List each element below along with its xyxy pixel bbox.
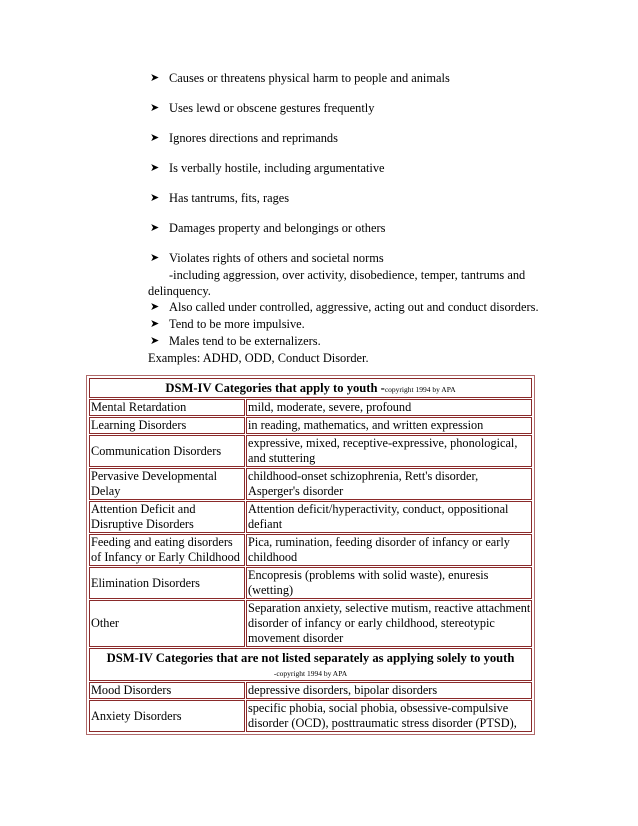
- description-cell: in reading, mathematics, and written expression: [246, 417, 532, 434]
- category-cell: Communication Disorders: [89, 435, 245, 467]
- arrow-bullet-icon: ➤: [150, 252, 160, 264]
- arrow-bullet-icon: ➤: [150, 335, 160, 347]
- category-cell: Learning Disorders: [89, 417, 245, 434]
- table-row: [89, 682, 532, 699]
- bullet-text: Tend to be more impulsive.: [169, 317, 305, 331]
- bullet-text: Has tantrums, fits, rages: [169, 191, 290, 205]
- category-cell: Other: [89, 600, 245, 647]
- copyright-note: -copyright 1994 by APA: [273, 669, 348, 678]
- dsm-categories-table: [88, 377, 533, 733]
- bullet-text: Violates rights of others and societal norms: [169, 251, 384, 265]
- table-row: [89, 468, 532, 500]
- bullet-text: Also called under controlled, aggressive, acting out and conduct disorders.: [169, 300, 539, 314]
- bullet-item: [150, 333, 630, 349]
- bullet-item: [150, 190, 630, 206]
- examples-line: Examples: ADHD, ODD, Conduct Disorder.: [148, 351, 369, 365]
- bullet-item: [150, 316, 630, 332]
- arrow-bullet-icon: ➤: [150, 102, 160, 114]
- description-cell: expressive, mixed, receptive-expressive, phonological, and stuttering: [246, 435, 532, 467]
- arrow-bullet-icon: ➤: [150, 132, 160, 144]
- bullet-item: [150, 220, 630, 236]
- description-cell: Attention deficit/hyperactivity, conduct, oppositional defiant: [246, 501, 532, 533]
- arrow-bullet-icon: ➤: [150, 192, 160, 204]
- table-header-row: [89, 648, 532, 681]
- description-cell: Encopresis (problems with solid waste), enuresis (wetting): [246, 567, 532, 599]
- category-cell: Feeding and eating disorders of Infancy or Early Childhood: [89, 534, 245, 566]
- table-row: [89, 417, 532, 434]
- arrow-bullet-icon: ➤: [150, 318, 160, 330]
- description-cell: childhood-onset schizophrenia, Rett's disorder, Asperger's disorder: [246, 468, 532, 500]
- header-title: DSM-IV Categories that apply to youth -: [165, 381, 385, 395]
- description-cell: specific phobia, social phobia, obsessive-compulsive disorder (OCD), posttraumatic stress disorder (PTSD),: [246, 700, 532, 732]
- description-cell: Pica, rumination, feeding disorder of infancy or early childhood: [246, 534, 532, 566]
- description-cell: mild, moderate, severe, profound: [246, 399, 532, 416]
- category-cell: Elimination Disorders: [89, 567, 245, 599]
- table-row: [89, 700, 532, 732]
- table-row: [89, 600, 532, 647]
- description-cell: Separation anxiety, selective mutism, reactive attachment disorder of infancy or early childhood, stereotypic movement disorder: [248, 601, 531, 645]
- description-cell: depressive disorders, bipolar disorders: [246, 682, 532, 699]
- bullet-text: Causes or threatens physical harm to people and animals: [169, 71, 450, 85]
- bullet-item-violates: [150, 250, 630, 266]
- table-row: [89, 534, 532, 566]
- header-title: DSM-IV Categories that are not listed separately as applying solely to youth: [106, 651, 515, 665]
- bullet-item: [150, 100, 630, 116]
- table-row: [89, 399, 532, 416]
- category-cell: Mental Retardation: [89, 399, 245, 416]
- arrow-bullet-icon: ➤: [150, 162, 160, 174]
- table-header-not-listed-separately: [89, 648, 532, 681]
- copyright-note: copyright 1994 by APA: [384, 385, 456, 394]
- table-row: [89, 567, 532, 599]
- category-cell: Anxiety Disorders: [89, 700, 245, 732]
- category-cell: Pervasive Developmental Delay: [89, 468, 245, 500]
- bullet-list: [150, 70, 630, 366]
- bullet-item: [150, 130, 630, 146]
- arrow-bullet-icon: ➤: [150, 222, 160, 234]
- table-header-apply-to-youth: [89, 378, 532, 398]
- arrow-bullet-icon: ➤: [150, 301, 160, 313]
- table-row: [89, 435, 532, 467]
- table-header-row: [89, 378, 532, 398]
- bullet-item: [150, 299, 630, 315]
- dsm-table-frame: [86, 375, 535, 735]
- category-cell: Mood Disorders: [89, 682, 245, 699]
- bullet-item: [150, 70, 630, 86]
- bullet-subtext-continued: delinquency.: [148, 284, 211, 298]
- table-row: [89, 501, 532, 533]
- category-cell: Attention Deficit and Disruptive Disorders: [89, 501, 245, 533]
- arrow-bullet-icon: ➤: [150, 72, 160, 84]
- bullet-subtext: -including aggression, over activity, disobedience, temper, tantrums and: [169, 268, 526, 282]
- bullet-item: [150, 160, 630, 176]
- bullet-text: Males tend to be externalizers.: [169, 334, 321, 348]
- bullet-text: Damages property and belongings or others: [169, 221, 386, 235]
- bullet-text: Uses lewd or obscene gestures frequently: [169, 101, 375, 115]
- bullet-text: Ignores directions and reprimands: [169, 131, 338, 145]
- bullet-text: Is verbally hostile, including argumentative: [169, 161, 385, 175]
